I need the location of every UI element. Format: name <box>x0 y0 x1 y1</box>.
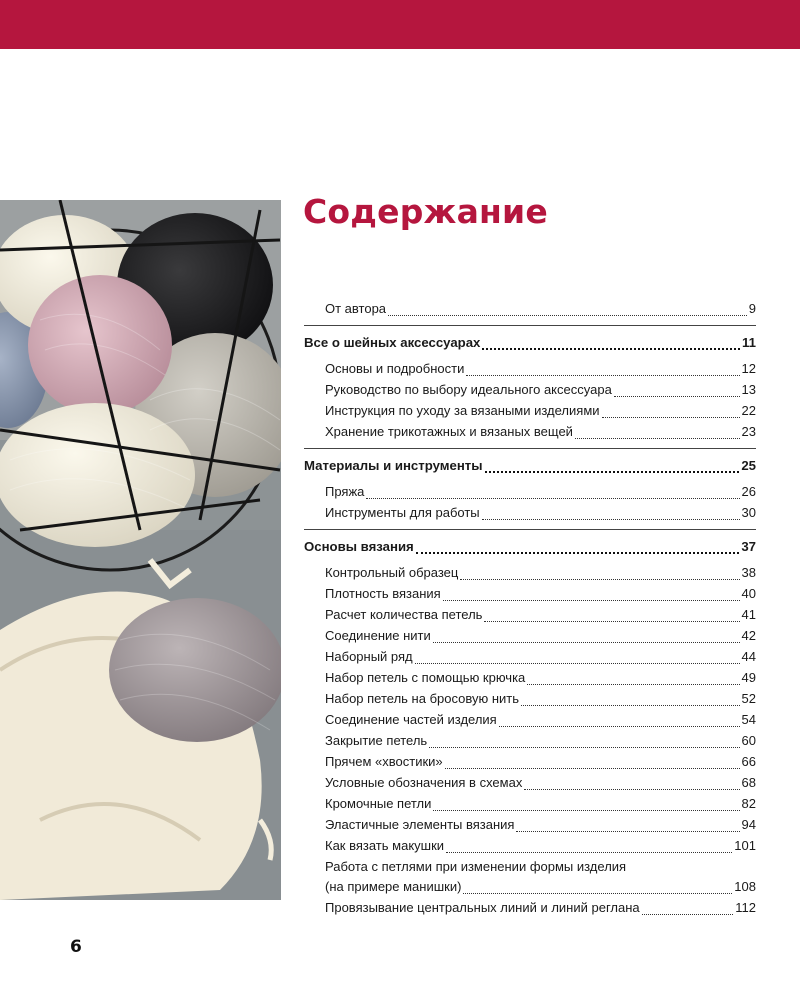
toc-entry[interactable] <box>304 379 756 400</box>
toc-entry-page: 49 <box>741 670 756 685</box>
toc-entry-page: 108 <box>734 879 756 894</box>
toc-entry-label: Плотность вязания <box>325 586 441 601</box>
toc-entry[interactable] <box>304 421 756 442</box>
leader-dots <box>575 437 740 439</box>
toc-section-label: Материалы и инструменты <box>304 458 483 473</box>
toc-entry-page: 30 <box>741 505 756 520</box>
toc-entry-label: Прячем «хвостики» <box>325 754 443 769</box>
toc-entry-label: Основы и подробности <box>325 361 465 376</box>
toc-entry[interactable] <box>304 814 756 835</box>
section-divider <box>304 448 756 449</box>
toc-entry-page: 68 <box>741 775 756 790</box>
page-number: 6 <box>70 937 82 957</box>
leader-dots <box>521 704 740 706</box>
toc-entry-intro[interactable] <box>304 298 756 319</box>
leader-dots <box>485 470 740 473</box>
toc-entry-page: 101 <box>734 838 756 853</box>
toc-entry[interactable] <box>304 646 756 667</box>
toc-entry[interactable] <box>304 897 756 918</box>
toc-entry-page: 41 <box>741 607 756 622</box>
section-divider <box>304 529 756 530</box>
toc-entry-page: 94 <box>741 817 756 832</box>
toc-entry[interactable] <box>304 358 756 379</box>
toc-entry[interactable] <box>304 604 756 625</box>
leader-dots <box>527 683 739 685</box>
leader-dots <box>446 851 732 853</box>
toc-entry-page: 13 <box>741 382 756 397</box>
toc-entry[interactable] <box>304 688 756 709</box>
toc-section[interactable] <box>304 332 756 353</box>
toc-entry-page: 26 <box>741 484 756 499</box>
toc-entry-multiline[interactable] <box>304 856 756 876</box>
toc-entry-label: Расчет количества петель <box>325 607 483 622</box>
leader-dots <box>443 599 740 601</box>
leader-dots <box>516 830 739 832</box>
toc-entry-label: Кромочные петли <box>325 796 432 811</box>
leader-dots <box>416 551 740 554</box>
toc-entry-label: Закрытие петель <box>325 733 428 748</box>
toc-entry-continuation[interactable] <box>304 876 756 897</box>
toc-entry-label: Наборный ряд <box>325 649 413 664</box>
section-divider <box>304 325 756 326</box>
leader-dots <box>602 416 740 418</box>
toc-entry-label: Инструкция по уходу за вязаными изделиями <box>325 403 600 418</box>
toc-section[interactable] <box>304 536 756 557</box>
toc-entry-label: От автора <box>325 301 387 316</box>
toc-section-label: Все о шейных аксессуарах <box>304 335 481 350</box>
toc-entry-label: Набор петель на бросовую нить <box>325 691 520 706</box>
toc-entry-page: 52 <box>741 691 756 706</box>
header-color-bar <box>0 0 800 49</box>
toc-entry-label: Инструменты для работы <box>325 505 480 520</box>
toc-section-page: 11 <box>742 335 756 350</box>
leader-dots <box>366 497 739 499</box>
leader-dots <box>433 641 740 643</box>
toc-entry[interactable] <box>304 709 756 730</box>
toc-entry[interactable] <box>304 400 756 421</box>
toc-entry[interactable] <box>304 835 756 856</box>
leader-dots <box>433 809 739 811</box>
toc-entry-page: 82 <box>741 796 756 811</box>
cream-yarn-ball <box>0 403 195 547</box>
toc-entry-label: Пряжа <box>325 484 365 499</box>
leader-dots <box>445 767 740 769</box>
toc-entry-label: Провязывание центральных линий и линий реглана <box>325 900 640 915</box>
leader-dots <box>482 518 740 520</box>
leader-dots <box>415 662 740 664</box>
toc-entry-label-line2: (на примере манишки) <box>325 879 462 894</box>
toc-entry-page: 112 <box>735 900 756 915</box>
toc-entry-label: Контрольный образец <box>325 565 459 580</box>
toc-entry-page: 66 <box>741 754 756 769</box>
toc-entry[interactable] <box>304 793 756 814</box>
toc-section-page: 25 <box>741 458 756 473</box>
leader-dots <box>463 892 732 894</box>
toc-entry-page: 22 <box>741 403 756 418</box>
toc-entry-label: Хранение трикотажных и вязаных вещей <box>325 424 573 439</box>
pink-yarn-ball <box>28 275 172 415</box>
toc-entry-label: Руководство по выбору идеального аксессуара <box>325 382 612 397</box>
toc-entry-label: Как вязать макушки <box>325 838 445 853</box>
toc-entry-label: Набор петель с помощью крючка <box>325 670 526 685</box>
toc-entry-page: 23 <box>741 424 756 439</box>
toc-entry-page: 44 <box>741 649 756 664</box>
toc-entry-page: 60 <box>741 733 756 748</box>
toc-entry-page: 54 <box>741 712 756 727</box>
yarn-photo <box>0 200 281 900</box>
yarn-illustration <box>0 200 281 900</box>
toc-entry-label: Условные обозначения в схемах <box>325 775 523 790</box>
leader-dots <box>524 788 739 790</box>
leader-dots <box>499 725 740 727</box>
toc-entry-page: 12 <box>741 361 756 376</box>
leader-dots <box>614 395 740 397</box>
toc-entry[interactable] <box>304 502 756 523</box>
toc-entry[interactable] <box>304 583 756 604</box>
leader-dots <box>388 314 747 316</box>
toc-entry[interactable] <box>304 481 756 502</box>
toc-entry-page: 9 <box>748 301 756 316</box>
leader-dots <box>484 620 739 622</box>
toc-entry[interactable] <box>304 751 756 772</box>
toc-entry-label: Соединение частей изделия <box>325 712 497 727</box>
toc-entry-label: Работа с петлями при изменении формы изделия <box>325 859 627 874</box>
toc-entry[interactable] <box>304 562 756 583</box>
leader-dots <box>429 746 739 748</box>
toc-entry-label: Соединение нити <box>325 628 431 643</box>
toc-entry[interactable] <box>304 667 756 688</box>
leader-dots <box>466 374 739 376</box>
leader-dots <box>460 578 739 580</box>
taupe-yarn-ball <box>109 598 281 742</box>
toc-section[interactable] <box>304 455 756 476</box>
leader-dots <box>642 913 734 915</box>
toc-entry-page: 42 <box>741 628 756 643</box>
table-of-contents <box>304 298 756 918</box>
toc-entry[interactable] <box>304 730 756 751</box>
toc-section-label: Основы вязания <box>304 539 414 554</box>
toc-entry[interactable] <box>304 772 756 793</box>
toc-entry[interactable] <box>304 625 756 646</box>
toc-entry-label: Эластичные элементы вязания <box>325 817 515 832</box>
page-title: Содержание <box>303 192 548 231</box>
toc-section-page: 37 <box>741 539 756 554</box>
leader-dots <box>482 347 740 350</box>
toc-entry-page: 38 <box>741 565 756 580</box>
toc-entry-page: 40 <box>741 586 756 601</box>
